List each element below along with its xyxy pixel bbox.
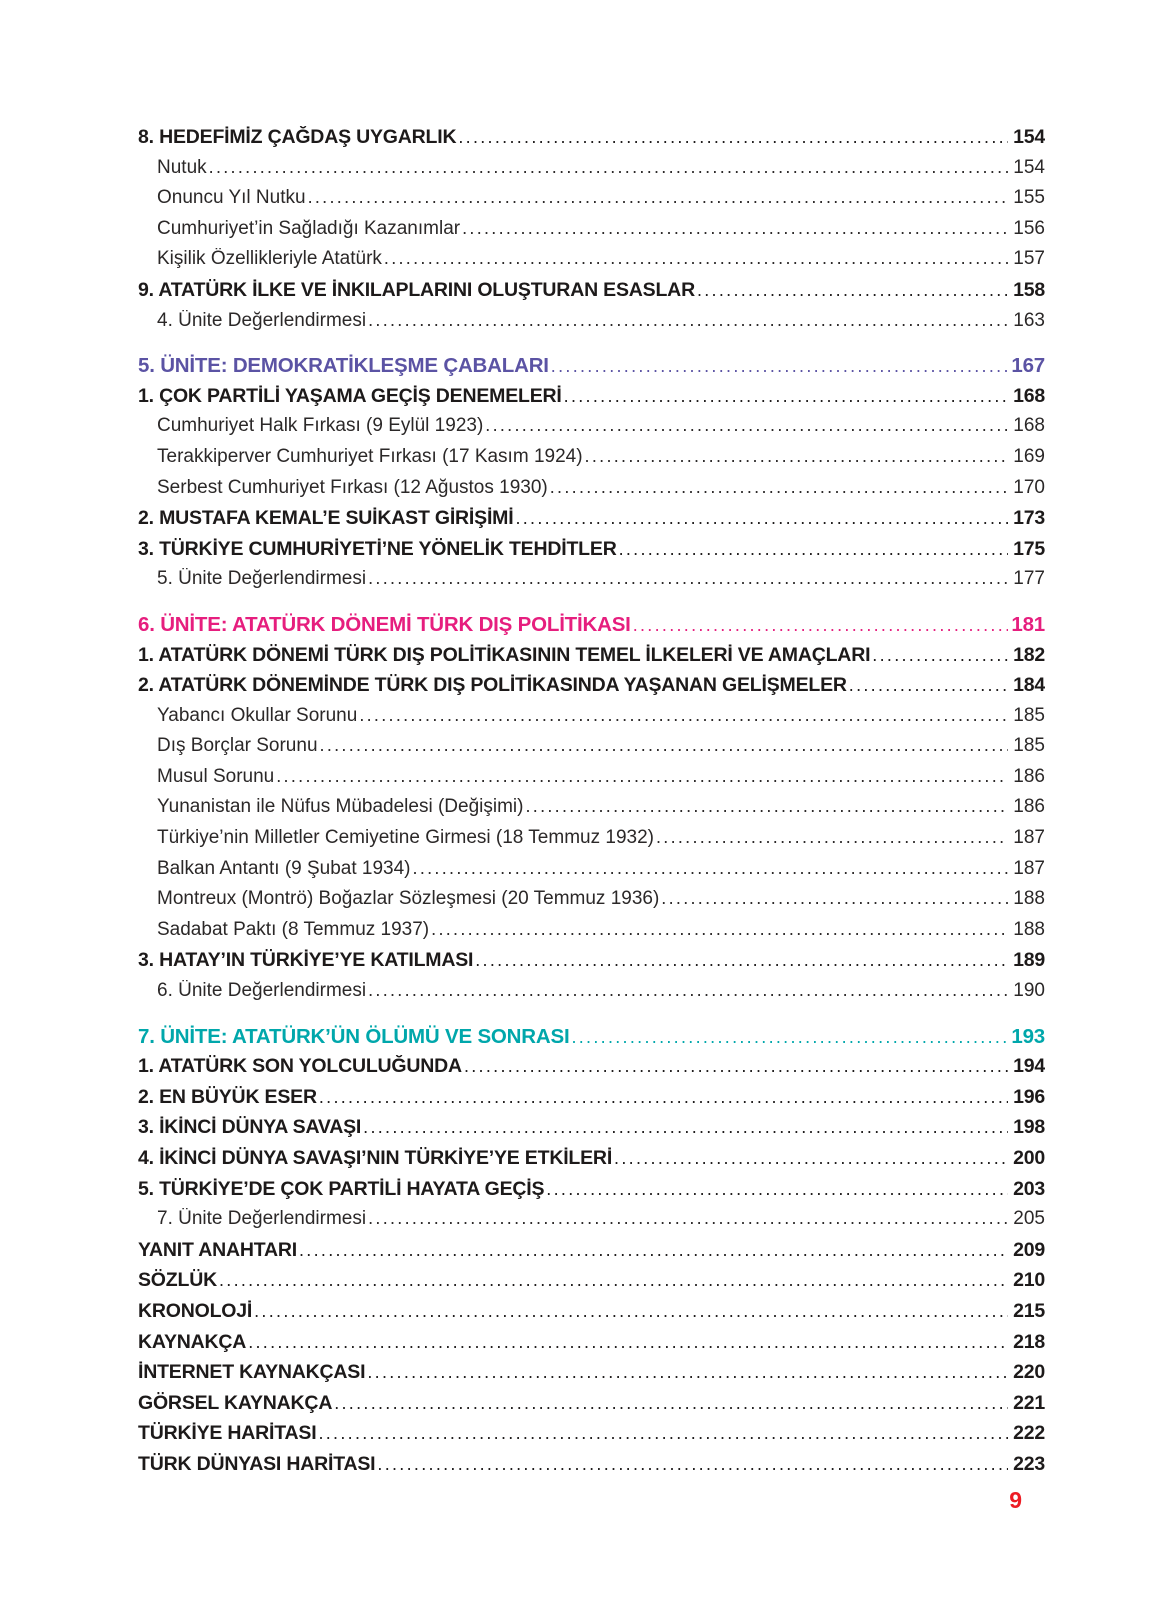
toc-entry <box>138 218 1045 249</box>
toc-entry <box>138 1422 1045 1453</box>
toc-entry <box>138 1055 1045 1086</box>
dot-leader <box>464 1056 1008 1077</box>
dot-leader <box>318 1423 1008 1444</box>
toc-entry-page: 193 <box>1011 1024 1045 1048</box>
toc-entry-label: 3. TÜRKİYE CUMHURİYETİ’NE YÖNELİK TEHDİTLER <box>138 537 617 560</box>
toc-entry-label: KAYNAKÇA <box>138 1330 247 1353</box>
toc-entry-label: GÖRSEL KAYNAKÇA <box>138 1391 333 1414</box>
dot-leader <box>368 980 1008 1001</box>
toc-entry <box>138 1147 1045 1178</box>
toc-entry <box>138 415 1045 446</box>
toc-entry <box>138 827 1045 858</box>
toc-entry-label: Yabancı Okullar Sorunu <box>157 704 358 726</box>
toc-unit-heading <box>138 613 1045 644</box>
toc-unit-heading <box>138 354 1045 385</box>
dot-leader <box>368 310 1008 331</box>
dot-leader <box>299 1240 1008 1261</box>
toc-entry <box>138 1361 1045 1392</box>
toc-entry-label: 9. ATATÜRK İLKE VE İNKILAPLARINI OLUŞTURAN ESASLAR <box>138 278 695 301</box>
toc-entry-page: 177 <box>1013 568 1045 590</box>
toc-entry-page: 188 <box>1013 918 1045 940</box>
toc-entry-label: Balkan Antantı (9 Şubat 1934) <box>157 857 411 879</box>
toc-entry-page: 182 <box>1013 643 1045 666</box>
table-of-contents <box>138 126 1045 1484</box>
toc-entry-page: 198 <box>1013 1116 1045 1139</box>
dot-leader <box>475 950 1008 971</box>
dot-leader <box>585 446 1008 467</box>
toc-entry-page: 185 <box>1013 704 1045 726</box>
toc-entry-page: 168 <box>1013 415 1045 437</box>
dot-leader <box>384 248 1008 269</box>
toc-entry <box>138 248 1045 279</box>
toc-entry <box>138 1178 1045 1209</box>
dot-leader <box>308 187 1008 208</box>
toc-entry-page: 185 <box>1013 735 1045 757</box>
toc-entry-page: 223 <box>1013 1452 1045 1475</box>
toc-entry <box>138 1453 1045 1484</box>
toc-entry-label: 5. ÜNİTE: DEMOKRATİKLEŞME ÇABALARI <box>138 354 549 378</box>
toc-entry-label: Cumhuriyet’in Sağladığı Kazanımlar <box>157 217 461 239</box>
toc-entry-page: 200 <box>1013 1147 1045 1169</box>
toc-entry-page: 154 <box>1013 156 1045 178</box>
toc-section <box>138 126 1045 340</box>
toc-entry-label: Musul Sorunu <box>157 765 275 787</box>
dot-leader <box>413 858 1008 879</box>
toc-section <box>138 354 1045 599</box>
toc-entry <box>138 157 1045 188</box>
toc-entry <box>138 919 1045 950</box>
toc-entry <box>138 1086 1045 1117</box>
toc-entry-page: 187 <box>1013 827 1045 849</box>
dot-leader <box>359 705 1008 726</box>
toc-entry <box>138 674 1045 705</box>
toc-entry-page: 186 <box>1013 796 1045 818</box>
toc-entry-label: 5. TÜRKİYE’DE ÇOK PARTİLİ HAYATA GEÇİŞ <box>138 1177 545 1200</box>
dot-leader <box>458 127 1008 148</box>
toc-entry <box>138 980 1045 1011</box>
dot-leader <box>276 766 1008 787</box>
dot-leader <box>254 1301 1008 1322</box>
toc-entry-page: 181 <box>1011 612 1045 636</box>
toc-entry-label: Dış Borçlar Sorunu <box>157 735 318 757</box>
toc-entry-label: 7. Ünite Değerlendirmesi <box>157 1208 367 1230</box>
dot-leader <box>656 827 1008 848</box>
toc-entry <box>138 279 1045 310</box>
toc-entry <box>138 766 1045 797</box>
toc-entry-page: 154 <box>1013 126 1045 148</box>
toc-entry-label: 4. İKİNCİ DÜNYA SAVAŞI’NIN TÜRKİYE’YE ETKİLERİ <box>138 1147 613 1169</box>
toc-entry <box>138 187 1045 218</box>
toc-entry <box>138 477 1045 508</box>
dot-leader <box>319 1087 1008 1108</box>
toc-entry <box>138 568 1045 599</box>
dot-leader <box>661 888 1008 909</box>
dot-leader <box>564 386 1008 407</box>
toc-entry-page: 168 <box>1013 384 1045 407</box>
dot-leader <box>849 675 1008 696</box>
toc-entry-page: 209 <box>1013 1238 1045 1261</box>
toc-entry-page: 189 <box>1013 949 1045 972</box>
dot-leader <box>525 796 1008 817</box>
toc-entry <box>138 1392 1045 1423</box>
toc-entry <box>138 1208 1045 1239</box>
toc-entry <box>138 446 1045 477</box>
toc-entry-label: Sadabat Paktı (8 Temmuz 1937) <box>157 918 430 940</box>
dot-leader <box>614 1148 1008 1169</box>
toc-entry-page: 186 <box>1013 765 1045 787</box>
dot-leader <box>334 1393 1008 1414</box>
dot-leader <box>550 477 1008 498</box>
dot-leader <box>515 508 1008 529</box>
toc-entry-label: 4. Ünite Değerlendirmesi <box>157 309 367 331</box>
toc-entry-label: 1. ÇOK PARTİLİ YAŞAMA GEÇİŞ DENEMELERİ <box>138 384 562 407</box>
toc-entry <box>138 735 1045 766</box>
toc-entry-page: 210 <box>1013 1269 1045 1292</box>
toc-entry-page: 194 <box>1013 1055 1045 1078</box>
toc-entry <box>138 538 1045 569</box>
toc-entry-label: 2. ATATÜRK DÖNEMİNDE TÜRK DIŞ POLİTİKASINDA YAŞANAN GELİŞMELER <box>138 674 847 697</box>
toc-entry-page: 167 <box>1011 354 1045 378</box>
toc-entry <box>138 310 1045 341</box>
toc-entry <box>138 1239 1045 1270</box>
dot-leader <box>571 1027 1008 1048</box>
toc-entry-label: KRONOLOJİ <box>138 1299 253 1322</box>
toc-entry <box>138 644 1045 675</box>
dot-leader <box>546 1179 1008 1200</box>
toc-unit-heading <box>138 1025 1045 1056</box>
toc-entry-label: TÜRKİYE HARİTASI <box>138 1422 317 1445</box>
dot-leader <box>377 1454 1008 1475</box>
toc-entry-page: 222 <box>1013 1422 1045 1445</box>
toc-entry-page: 188 <box>1013 888 1045 910</box>
toc-entry-label: 2. EN BÜYÜK ESER <box>138 1085 317 1108</box>
toc-entry-label: Montreux (Montrö) Boğazlar Sözleşmesi (20 Temmuz 1936) <box>157 888 660 910</box>
toc-entry-page: 158 <box>1013 278 1045 301</box>
dot-leader <box>367 1362 1008 1383</box>
toc-entry-page: 220 <box>1013 1361 1045 1384</box>
toc-entry-page: 215 <box>1013 1299 1045 1322</box>
toc-entry <box>138 888 1045 919</box>
toc-entry-label: 7. ÜNİTE: ATATÜRK’ÜN ÖLÜMÜ VE SONRASI <box>138 1024 570 1048</box>
toc-entry <box>138 507 1045 538</box>
toc-entry <box>138 385 1045 416</box>
toc-entry-page: 196 <box>1013 1085 1045 1108</box>
toc-entry-page: 187 <box>1013 857 1045 879</box>
dot-leader <box>368 568 1008 589</box>
toc-entry-page: 184 <box>1013 674 1045 697</box>
toc-entry-page: 190 <box>1013 980 1045 1002</box>
dot-leader <box>209 157 1008 178</box>
toc-entry-label: Yunanistan ile Nüfus Mübadelesi (Değişimi) <box>157 796 524 818</box>
toc-entry <box>138 1331 1045 1362</box>
dot-leader <box>431 919 1008 940</box>
dot-leader <box>872 645 1008 666</box>
dot-leader <box>551 356 1008 377</box>
toc-entry-label: 6. Ünite Değerlendirmesi <box>157 980 367 1002</box>
dot-leader <box>619 539 1008 560</box>
toc-entry-label: İNTERNET KAYNAKÇASI <box>138 1361 366 1384</box>
toc-entry <box>138 858 1045 889</box>
dot-leader <box>462 218 1008 239</box>
dot-leader <box>219 1270 1008 1291</box>
toc-entry-page: 221 <box>1013 1391 1045 1414</box>
toc-entry-label: Serbest Cumhuriyet Fırkası (12 Ağustos 1930) <box>157 476 548 498</box>
toc-entry-label: 3. HATAY’IN TÜRKİYE’YE KATILMASI <box>138 949 474 972</box>
toc-entry-label: 3. İKİNCİ DÜNYA SAVAŞI <box>138 1116 362 1139</box>
toc-entry-page: 169 <box>1013 445 1045 467</box>
dot-leader <box>633 615 1008 636</box>
toc-section <box>138 613 1045 1011</box>
toc-section <box>138 1025 1045 1484</box>
toc-entry-label: Terakkiperver Cumhuriyet Fırkası (17 Kasım 1924) <box>157 445 583 467</box>
toc-entry-page: 156 <box>1013 217 1045 239</box>
toc-entry-label: 2. MUSTAFA KEMAL’E SUİKAST GİRİŞİMİ <box>138 507 514 530</box>
toc-entry-page: 203 <box>1013 1177 1045 1200</box>
dot-leader <box>248 1332 1008 1353</box>
toc-entry-label: SÖZLÜK <box>138 1269 217 1292</box>
toc-entry-label: Nutuk <box>157 156 207 178</box>
toc-entry-label: 1. ATATÜRK SON YOLCULUĞUNDA <box>138 1055 462 1078</box>
toc-entry <box>138 126 1045 157</box>
toc-entry <box>138 1300 1045 1331</box>
toc-entry-label: 8. HEDEFİMİZ ÇAĞDAŞ UYGARLIK <box>138 126 457 148</box>
toc-entry-label: Kişilik Özellikleriyle Atatürk <box>157 248 382 270</box>
dot-leader <box>363 1117 1008 1138</box>
toc-entry <box>138 1116 1045 1147</box>
toc-entry-label: Türkiye’nin Milletler Cemiyetine Girmesi (18 Temmuz 1932) <box>157 827 654 849</box>
toc-entry-label: YANIT ANAHTARI <box>138 1238 297 1261</box>
toc-entry <box>138 796 1045 827</box>
toc-entry-label: 5. Ünite Değerlendirmesi <box>157 568 367 590</box>
toc-entry-page: 163 <box>1013 309 1045 331</box>
toc-entry-page: 173 <box>1013 507 1045 530</box>
page-number: 9 <box>1009 1487 1022 1513</box>
toc-entry-page: 170 <box>1013 476 1045 498</box>
toc-entry-label: 6. ÜNİTE: ATATÜRK DÖNEMİ TÜRK DIŞ POLİTİKASI <box>138 612 631 636</box>
toc-entry-label: Onuncu Yıl Nutku <box>157 187 306 209</box>
toc-entry <box>138 949 1045 980</box>
dot-leader <box>485 415 1008 436</box>
dot-leader <box>320 735 1008 756</box>
dot-leader <box>697 280 1008 301</box>
toc-entry-page: 155 <box>1013 187 1045 209</box>
dot-leader <box>368 1208 1008 1229</box>
toc-entry-label: Cumhuriyet Halk Fırkası (9 Eylül 1923) <box>157 415 484 437</box>
toc-entry <box>138 1269 1045 1300</box>
toc-entry-label: 1. ATATÜRK DÖNEMİ TÜRK DIŞ POLİTİKASININ TEMEL İLKELERİ VE AMAÇLARI <box>138 643 871 666</box>
toc-entry-label: TÜRK DÜNYASI HARİTASI <box>138 1452 376 1475</box>
toc-entry-page: 157 <box>1013 248 1045 270</box>
toc-entry-page: 218 <box>1013 1330 1045 1353</box>
toc-entry-page: 205 <box>1013 1208 1045 1230</box>
toc-entry-page: 175 <box>1013 537 1045 560</box>
toc-entry <box>138 705 1045 736</box>
